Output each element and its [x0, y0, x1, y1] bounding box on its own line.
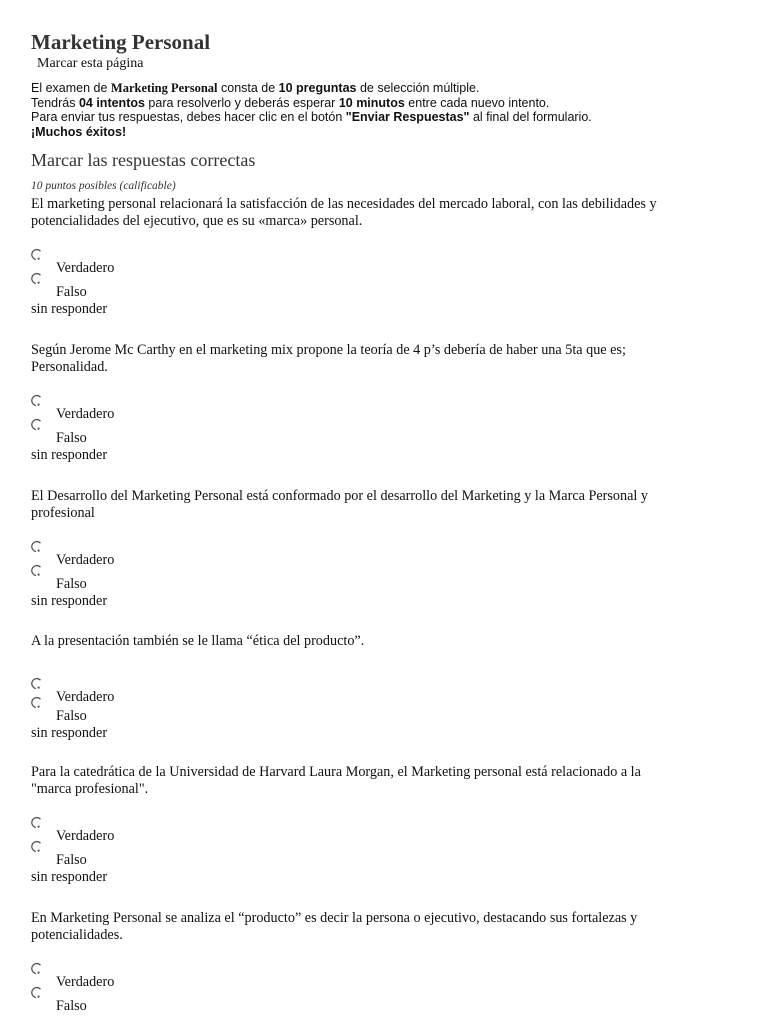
option-label-verdadero[interactable]: Verdadero — [56, 828, 115, 844]
radio-falso[interactable] — [30, 564, 44, 578]
option-label-falso[interactable]: Falso — [56, 852, 87, 868]
radio-verdadero[interactable] — [30, 677, 44, 691]
text: consta de — [217, 81, 279, 95]
question-text-line: A la presentación también se le llama “ética del producto”. — [31, 633, 365, 649]
radio-falso[interactable] — [30, 272, 44, 286]
attempts-count: 04 intentos — [78, 95, 145, 110]
option-label-verdadero[interactable]: Verdadero — [56, 406, 115, 422]
option-label-verdadero[interactable]: Verdadero — [56, 974, 115, 990]
question-text — [31, 342, 731, 376]
question-text-line: Según Jerome Mc Carthy en el marketing mix propone la teoría de 4 p’s debería de haber una 5ta que es; — [31, 342, 626, 358]
question-text-line: En Marketing Personal se analiza el “producto” es decir la persona o ejecutivo, destacando sus fortalezas y — [31, 910, 638, 926]
section-heading: Marcar las respuestas correctas — [31, 150, 256, 170]
answer-status: sin responder — [31, 593, 108, 609]
question-text-line: Personalidad. — [31, 359, 108, 375]
question-text-line: El Desarrollo del Marketing Personal está conformado por el desarrollo del Marketing y la Marca Personal y — [31, 488, 648, 504]
radio-verdadero[interactable] — [30, 962, 44, 976]
question-text-line: potencialidades. — [31, 927, 123, 943]
radio-falso[interactable] — [30, 418, 44, 432]
text: para resolverlo y deberás esperar — [144, 95, 339, 110]
text: al final del formulario. — [469, 110, 592, 124]
text: entre cada nuevo intento. — [404, 95, 550, 110]
page-title: Marketing Personal — [31, 30, 211, 54]
answer-status: sin responder — [31, 869, 108, 885]
answer-status: sin responder — [31, 725, 108, 741]
radio-falso[interactable] — [30, 986, 44, 1000]
question-text-line: profesional — [31, 505, 95, 521]
question-count: 10 preguntas — [278, 81, 357, 95]
question-text — [31, 910, 731, 944]
points-label: 10 puntos posibles (calificable) — [31, 180, 176, 192]
question-text-line: "marca profesional". — [31, 781, 149, 797]
option-label-falso[interactable]: Falso — [56, 576, 87, 592]
option-label-falso[interactable]: Falso — [56, 998, 87, 1014]
instructions-line-4 — [31, 125, 592, 140]
radio-verdadero[interactable] — [30, 248, 44, 262]
submit-button-name: "Enviar Respuestas" — [345, 110, 470, 124]
question-text — [31, 196, 731, 230]
answer-status: sin responder — [31, 301, 108, 317]
instructions-line-3 — [31, 110, 592, 125]
text: de selección múltiple. — [356, 81, 480, 95]
radio-verdadero[interactable] — [30, 540, 44, 554]
good-luck-text: ¡Muchos éxitos! — [31, 124, 127, 139]
text: Tendrás — [31, 95, 79, 110]
question-text — [31, 488, 731, 522]
option-label-falso[interactable]: Falso — [56, 708, 87, 724]
question-text-line: El marketing personal relacionará la satisfacción de las necesidades del mercado laboral, con las debilidades y — [31, 196, 657, 212]
wait-time: 10 minutos — [338, 95, 405, 110]
text: Para enviar tus respuestas, debes hacer clic en el botón — [31, 110, 346, 124]
option-label-verdadero[interactable]: Verdadero — [56, 552, 115, 568]
radio-falso[interactable] — [30, 696, 44, 710]
text: El examen de — [31, 81, 111, 95]
instructions-line-1 — [31, 81, 592, 96]
answer-status: sin responder — [31, 447, 108, 463]
option-label-verdadero[interactable]: Verdadero — [56, 260, 115, 276]
option-label-verdadero[interactable]: Verdadero — [56, 689, 115, 705]
bookmark-page-link[interactable]: Marcar esta página — [37, 56, 144, 71]
question-text-line: potencialidades del ejecutivo, que es su «marca» personal. — [31, 213, 363, 229]
radio-falso[interactable] — [30, 840, 44, 854]
option-label-falso[interactable]: Falso — [56, 430, 87, 446]
course-name: Marketing Personal — [110, 81, 218, 95]
option-label-falso[interactable]: Falso — [56, 284, 87, 300]
question-text — [31, 633, 731, 650]
instructions-line-2 — [31, 96, 592, 111]
radio-verdadero[interactable] — [30, 394, 44, 408]
question-text — [31, 764, 731, 798]
radio-verdadero[interactable] — [30, 816, 44, 830]
exam-instructions — [31, 81, 592, 139]
question-text-line: Para la catedrática de la Universidad de Harvard Laura Morgan, el Marketing personal está relacionado a la — [31, 764, 641, 780]
